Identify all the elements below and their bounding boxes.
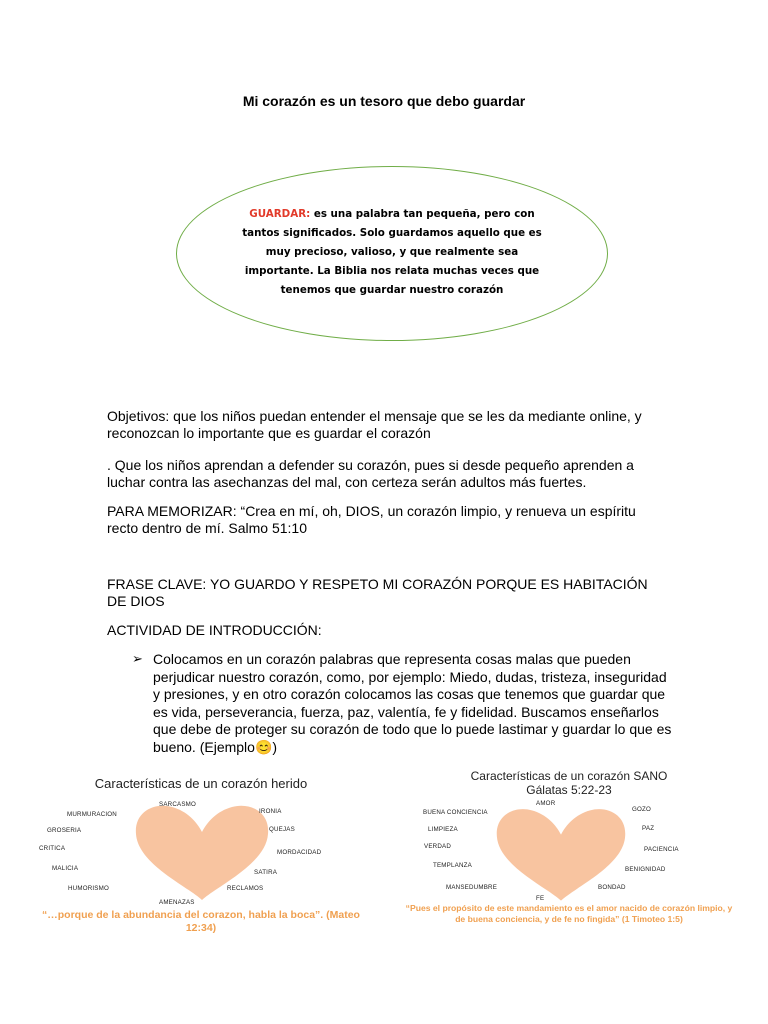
word-label: BENIGNIDAD xyxy=(625,866,666,873)
word-label: SARCASMO xyxy=(159,801,197,808)
activity-heading: ACTIVIDAD DE INTRODUCCIÓN: xyxy=(107,622,322,638)
word-label: CRITICA xyxy=(39,845,66,852)
definition-body: es una palabra tan pequeña, pero con tantos significados. Solo guardamos aquello que es muy precioso, valioso, y que realmente sea importante. La Biblia nos relata muchas veces que tenemos que guardar nuestro corazón xyxy=(242,208,542,296)
word-label: RECLAMOS xyxy=(227,885,264,892)
wounded-heart-caption: “…porque de la abundancia del corazon, habla la boca”. (Mateo 12:34) xyxy=(42,909,360,934)
memorize-paragraph: PARA MEMORIZAR: “Crea en mí, oh, DIOS, un corazón limpio, y renueva un espíritu recto dentro de mí. Salmo 51:10 xyxy=(107,503,636,536)
word-label: LIMPIEZA xyxy=(428,826,458,833)
healthy-heart-subtitle: Gálatas 5:22-23 xyxy=(526,783,612,797)
word-label: FE xyxy=(536,895,545,902)
objectives-paragraph: Objetivos: que los niños puedan entender el mensaje que se les da mediante online, y reconozcan lo importante que es guardar el corazón xyxy=(107,408,642,441)
definition-text xyxy=(236,205,548,300)
word-label: MURMURACION xyxy=(67,811,117,818)
healthy-heart-caption: “Pues el propósito de este mandamiento es el amor nacido de corazón limpio, y de buena conciencia, y de fe no fingida” (1 Timoteo 1:5) xyxy=(405,903,733,924)
word-label: VERDAD xyxy=(424,843,451,850)
page-title: Mi corazón es un tesoro que debo guardar xyxy=(242,93,526,109)
word-label: MORDACIDAD xyxy=(277,849,322,856)
healthy-heart-image xyxy=(396,768,742,944)
word-label: AMENAZAS xyxy=(159,899,195,906)
word-label: SATIRA xyxy=(254,869,278,876)
word-label: BUENA CONCIENCIA xyxy=(423,809,488,816)
word-label: IRONIA xyxy=(259,808,282,815)
wounded-heart-image xyxy=(28,768,374,944)
word-label: PACIENCIA xyxy=(644,846,679,853)
word-label: MALICIA xyxy=(52,865,79,872)
word-label: AMOR xyxy=(536,800,556,807)
arrow-bullet-icon: ➢ xyxy=(132,651,143,666)
wounded-heart-title: Características de un corazón herido xyxy=(94,776,308,791)
word-label: MANSEDUMBRE xyxy=(446,884,498,891)
word-label: GROSERIA xyxy=(47,827,82,834)
word-label: BONDAD xyxy=(598,884,626,891)
word-label: QUEJAS xyxy=(269,826,295,833)
word-label: TEMPLANZA xyxy=(433,862,472,869)
word-label: PAZ xyxy=(642,825,655,832)
healthy-heart-title: Características de un corazón SANO xyxy=(470,769,668,783)
keyword-guardar: GUARDAR: xyxy=(249,208,311,220)
activity-bullet-text: Colocamos en un corazón palabras que representa cosas malas que pueden perjudicar nuestro corazón, como, por ejemplo: Miedo, dudas, tristeza, inseguridad y presiones, y en otro corazón colocamos las cosas que tenemos que guardar que es vida, perseverancia, fuerza, paz, valentía, fe y fidelidad. Buscamos enseñarlos que debe de proteger su corazón de todo que lo puede lastimar y guardar lo que es bueno. (Ejemplo😊) xyxy=(153,651,672,755)
word-label: HUMORISMO xyxy=(68,885,109,892)
key-phrase-paragraph: FRASE CLAVE: YO GUARDO Y RESPETO MI CORAZÓN PORQUE ES HABITACIÓN DE DIOS xyxy=(107,576,648,609)
word-label: GOZO xyxy=(632,806,652,813)
defend-paragraph: . Que los niños aprendan a defender su corazón, pues si desde pequeño aprenden a luchar contra las asechanzas del mal, con certeza serán adultos más fuertes. xyxy=(107,457,634,490)
